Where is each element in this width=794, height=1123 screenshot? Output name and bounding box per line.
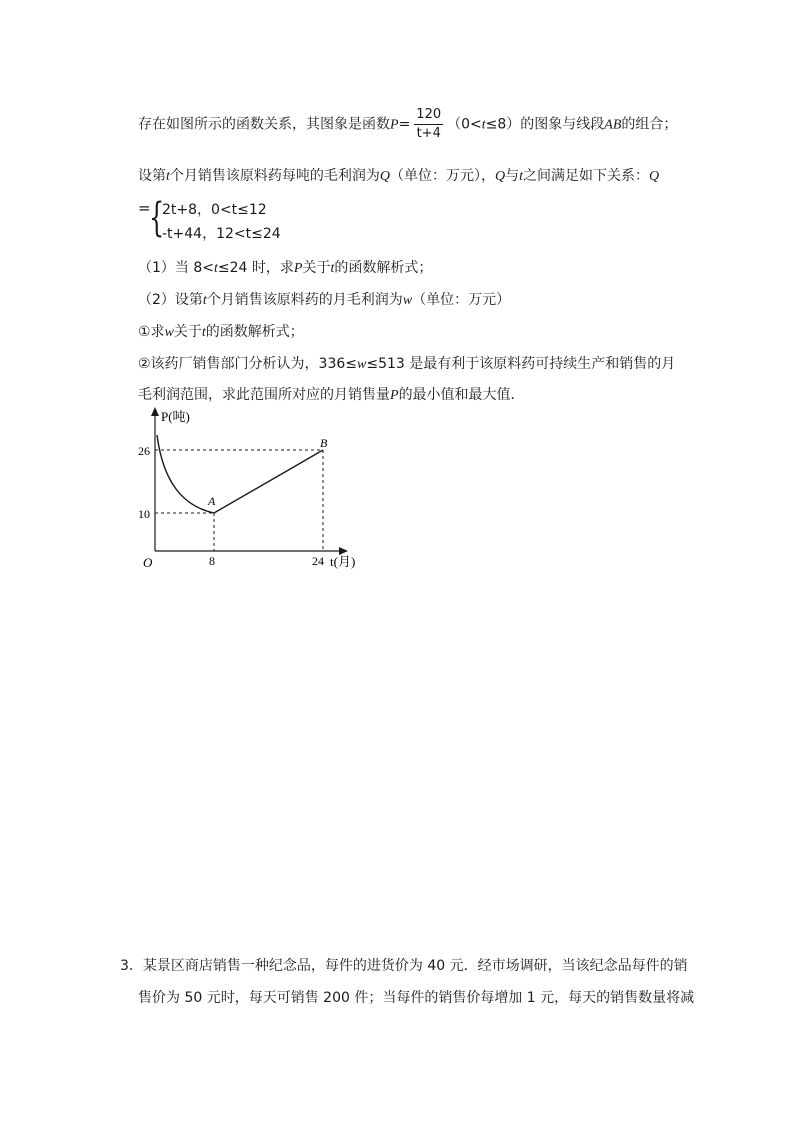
q2-text: （单位：万元） [412,292,511,308]
var-t: t [166,169,170,184]
var-t: t [202,293,207,308]
problem-3-line-1: 3．某景区商店销售一种纪念品，每件的进货价为 40 元．经市场调研，当该纪念品每件的销 [120,958,688,974]
intro-text: 存在如图所示的函数关系，其图象是函数 [138,116,390,133]
x-tick-24: 24 [312,554,324,568]
q2b-text: 的最小值和最大值． [398,387,525,403]
fraction-120-over-t-plus-4 [414,106,443,143]
y-tick-26: 26 [138,444,150,458]
q2-text: （2）设第 [138,292,203,308]
var-q: Q [495,169,506,184]
x-tick-8: 8 [209,554,215,568]
q1-text: 关于 [302,260,331,276]
question-2a [138,322,304,343]
var-w: w [357,357,367,372]
var-q: Q [649,169,660,184]
point-a-label: A [208,494,216,508]
var-t: t [330,261,335,276]
q2a-text: 关于 [173,324,202,340]
q1-text: 的函数解析式； [334,260,433,276]
question-2 [138,290,510,311]
intro-line [138,106,677,143]
q-def-text: 与 [505,168,520,184]
domain-open: （0< [447,116,482,133]
var-p: P [390,388,399,403]
question-2b-line-2 [138,385,525,406]
var-t: t [519,169,524,184]
piecewise-case-2: -t+44，12<t≤24 [162,226,281,242]
hyperbola-curve [157,435,214,513]
fraction-denominator: t+4 [416,126,441,141]
piecewise-brace: { [149,195,165,241]
piecewise-case-1: 2t+8，0<t≤12 [162,202,267,218]
var-p: P [390,117,399,133]
piecewise-equals: = [138,199,151,217]
q2b-text: ≤513 是最有利于该原料药可持续生产和销售的月 [366,356,676,372]
var-q: Q [379,169,391,184]
y-axis-label: P(吨) [161,409,190,424]
fraction-numerator: 120 [414,106,443,125]
var-t: t [481,117,486,133]
q-def-text: 之间满足如下关系： [523,168,650,184]
var-t: t [214,261,218,276]
y-tick-10: 10 [138,507,150,521]
q2b-text: ②该药厂销售部门分析认为，336≤ [138,356,358,372]
intro-end: 的组合； [621,116,678,133]
q-def-text: 个月销售该原料药每吨的毛利润为 [169,168,380,184]
var-p: P [293,261,303,276]
q-definition-line [138,166,659,187]
function-graph [130,405,390,575]
equals-sign: = [398,116,411,133]
segment-ab: AB [604,117,622,133]
q1-text: （1）当 8< [138,260,214,276]
y-axis-arrow [151,407,159,416]
segment-ab-line [214,450,323,513]
q2-text: 个月销售该原料药的月毛利润为 [206,292,403,308]
origin-label: O [143,555,153,570]
q-def-text: 设第 [138,168,166,184]
question-2b-line-1 [138,354,675,375]
q2a-text: 的函数解析式； [205,324,304,340]
problem-3-line-2: 售价为 50 元时，每天可销售 200 件；当每件的销售价每增加 1 元，每天的销售数量将减 [138,990,695,1006]
q-def-text: （单位：万元）， [390,168,496,184]
var-t: t [201,325,206,340]
x-axis-label: t(月) [330,554,356,569]
var-w: w [402,293,413,308]
q2a-text: ①求 [138,324,165,340]
q2b-text: 毛利润范围，求此范围所对应的月销售量 [138,387,390,403]
var-w: w [164,325,174,340]
domain-close: ≤8）的图象与线段 [485,116,605,133]
point-b-label: B [320,436,328,450]
q1-text: ≤24 时，求 [217,260,294,276]
question-1 [138,258,432,279]
